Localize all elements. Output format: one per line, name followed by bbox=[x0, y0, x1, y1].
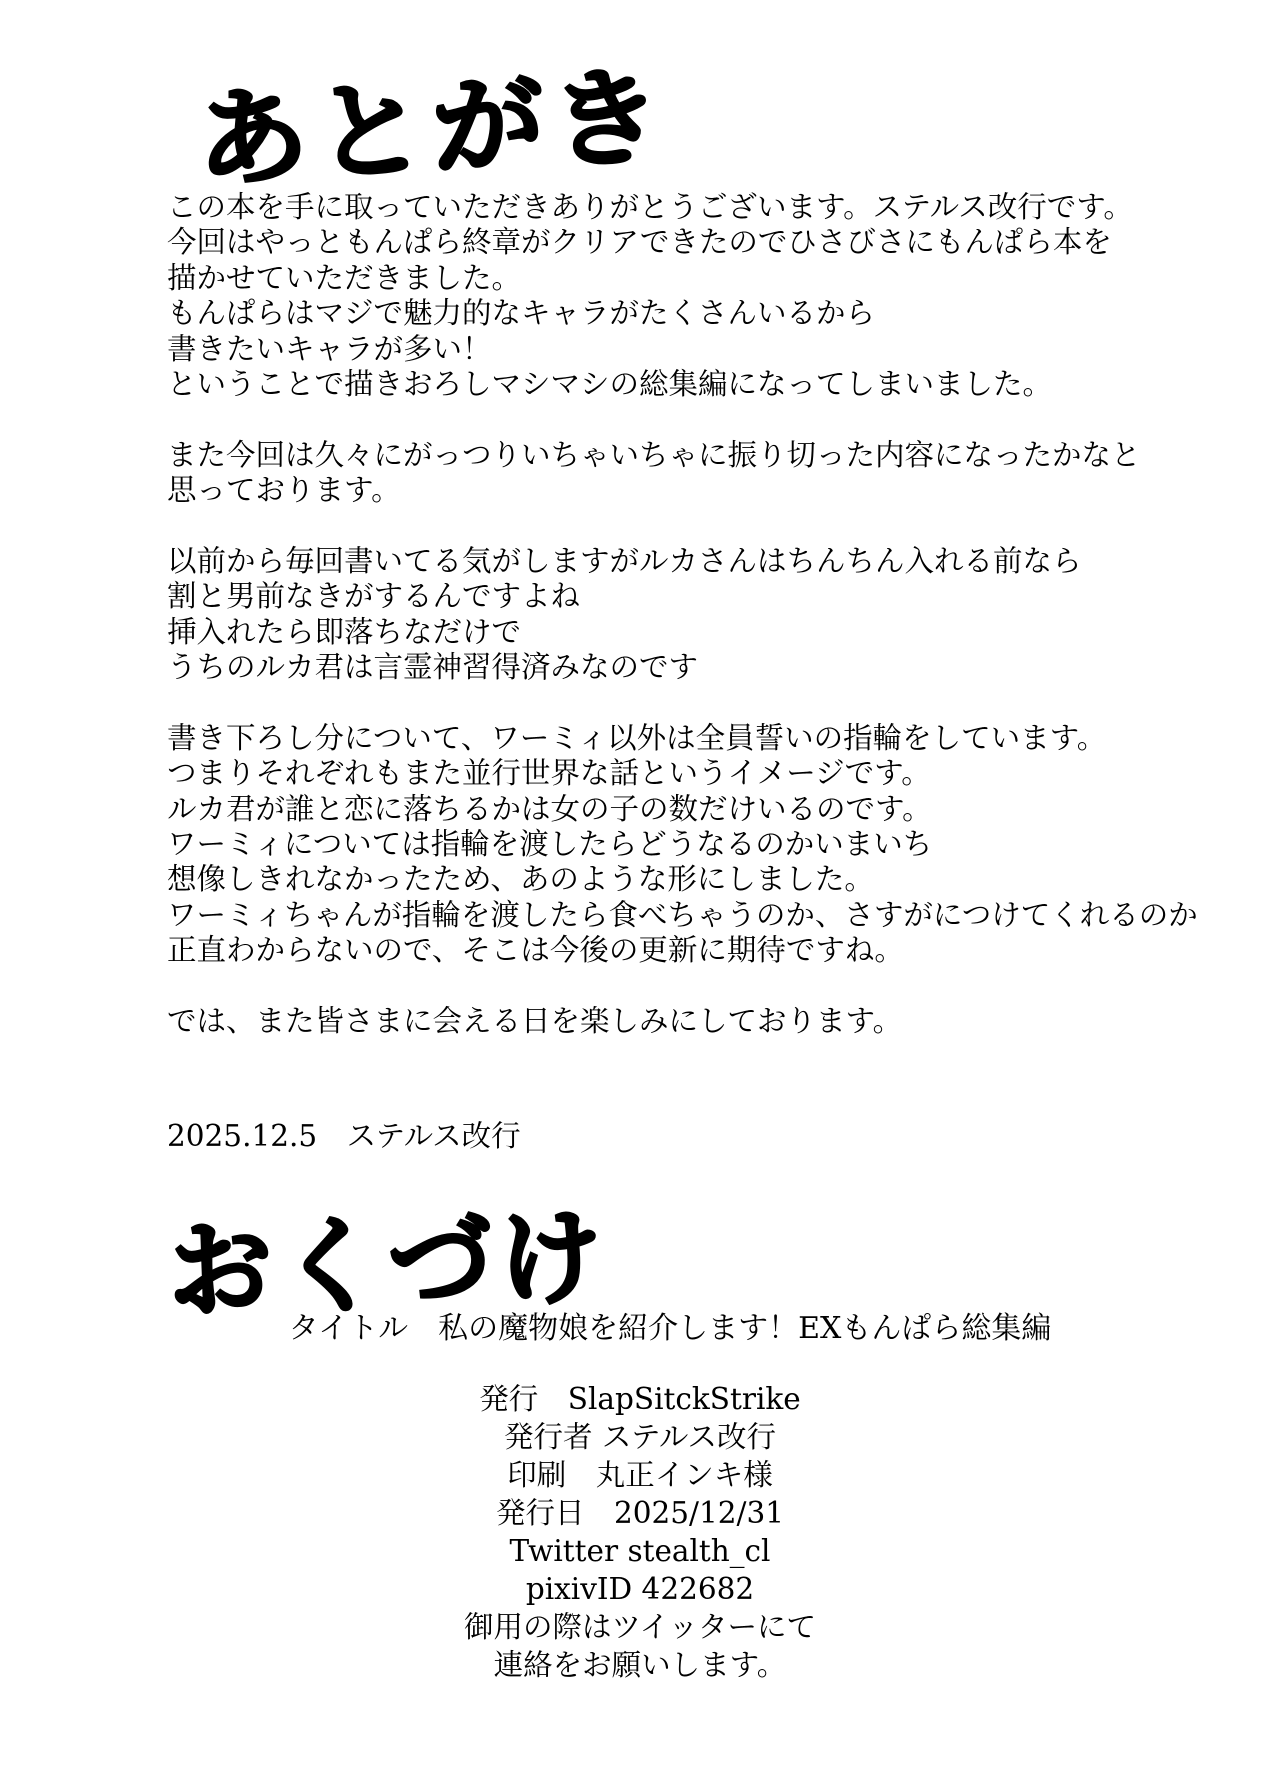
body-line: 書き下ろし分について、ワーミィ以外は全員誓いの指輪をしています。 bbox=[167, 720, 1107, 755]
body-line: 書きたいキャラが多い！ bbox=[167, 331, 492, 366]
colophon-row: 御用の際はツイッターにて bbox=[464, 1610, 816, 1644]
paragraph-gap bbox=[167, 969, 1257, 1004]
colophon-row: 連絡をお願いします。 bbox=[493, 1648, 787, 1682]
body-line: うちのルカ君は言霊神習得済みなのです bbox=[167, 650, 699, 685]
colophon-row: Twitter stealth_cl bbox=[509, 1534, 771, 1568]
afterword-signature: 2025.12.5 ステルス改行 bbox=[167, 1119, 521, 1153]
colophon-row: pixivID 422682 bbox=[525, 1572, 755, 1606]
body-line: 挿入れたら即落ちなだけで bbox=[167, 614, 522, 649]
body-line: 描かせていただきました。 bbox=[167, 260, 522, 295]
colophon-title-line: タイトル 私の魔物娘を紹介します！EXもんぱら総集編 bbox=[288, 1311, 1052, 1346]
paragraph-gap bbox=[167, 685, 1257, 720]
body-line: では、また皆さまに会える日を楽しみにしております。 bbox=[167, 1003, 903, 1038]
colophon-row: 発行者 ステルス改行 bbox=[504, 1420, 776, 1454]
body-line: 正直わからないので、そこは今後の更新に期待ですね。 bbox=[167, 933, 904, 968]
body-line: つまりそれぞれもまた並行世界な話というイメージです。 bbox=[167, 756, 931, 791]
body-line: この本を手に取っていただきありがとうございます。ステルス改行です。 bbox=[167, 190, 1133, 224]
body-line: 思っております。 bbox=[167, 473, 401, 508]
afterword-body bbox=[167, 190, 1257, 1039]
body-line: 割と男前なきがするんですよね bbox=[167, 579, 581, 614]
body-line: ワーミィちゃんが指輪を渡したら食べちゃうのか、さすがにつけてくれるのか bbox=[167, 897, 1198, 932]
colophon-row: 発行 SlapSitckStrike bbox=[479, 1382, 801, 1416]
colophon-details bbox=[0, 1380, 1280, 1684]
body-line: 想像しきれなかったため、あのような形にしました。 bbox=[167, 862, 874, 897]
colophon-row: 発行日 2025/12/31 bbox=[495, 1496, 785, 1530]
body-line: 以前から毎回書いてる気がしますがルカさんはちんちん入れる前なら bbox=[167, 543, 1082, 578]
afterword-heading: あとがき bbox=[193, 55, 672, 204]
paragraph-gap bbox=[167, 402, 1257, 437]
body-line: ワーミィについては指輪を渡したらどうなるのかいまいち bbox=[167, 827, 933, 862]
body-line: もんぱらはマジで魅力的なキャラがたくさんいるから bbox=[167, 296, 876, 331]
paragraph-gap bbox=[167, 509, 1257, 544]
colophon-row: 印刷 丸正インキ様 bbox=[507, 1458, 773, 1492]
body-line: また今回は久々にがっつりいちゃいちゃに振り切った内容になったかなと bbox=[167, 437, 1141, 472]
body-line: ルカ君が誰と恋に落ちるかは女の子の数だけいるのです。 bbox=[167, 791, 932, 826]
colophon-heading: おくづけ bbox=[166, 1195, 611, 1333]
body-line: ということで描きおろしマシマシの総集編になってしまいました。 bbox=[167, 366, 1053, 401]
body-line: 今回はやっともんぱら終章がクリアできたのでひさびさにもんぱら本を bbox=[167, 225, 1112, 260]
